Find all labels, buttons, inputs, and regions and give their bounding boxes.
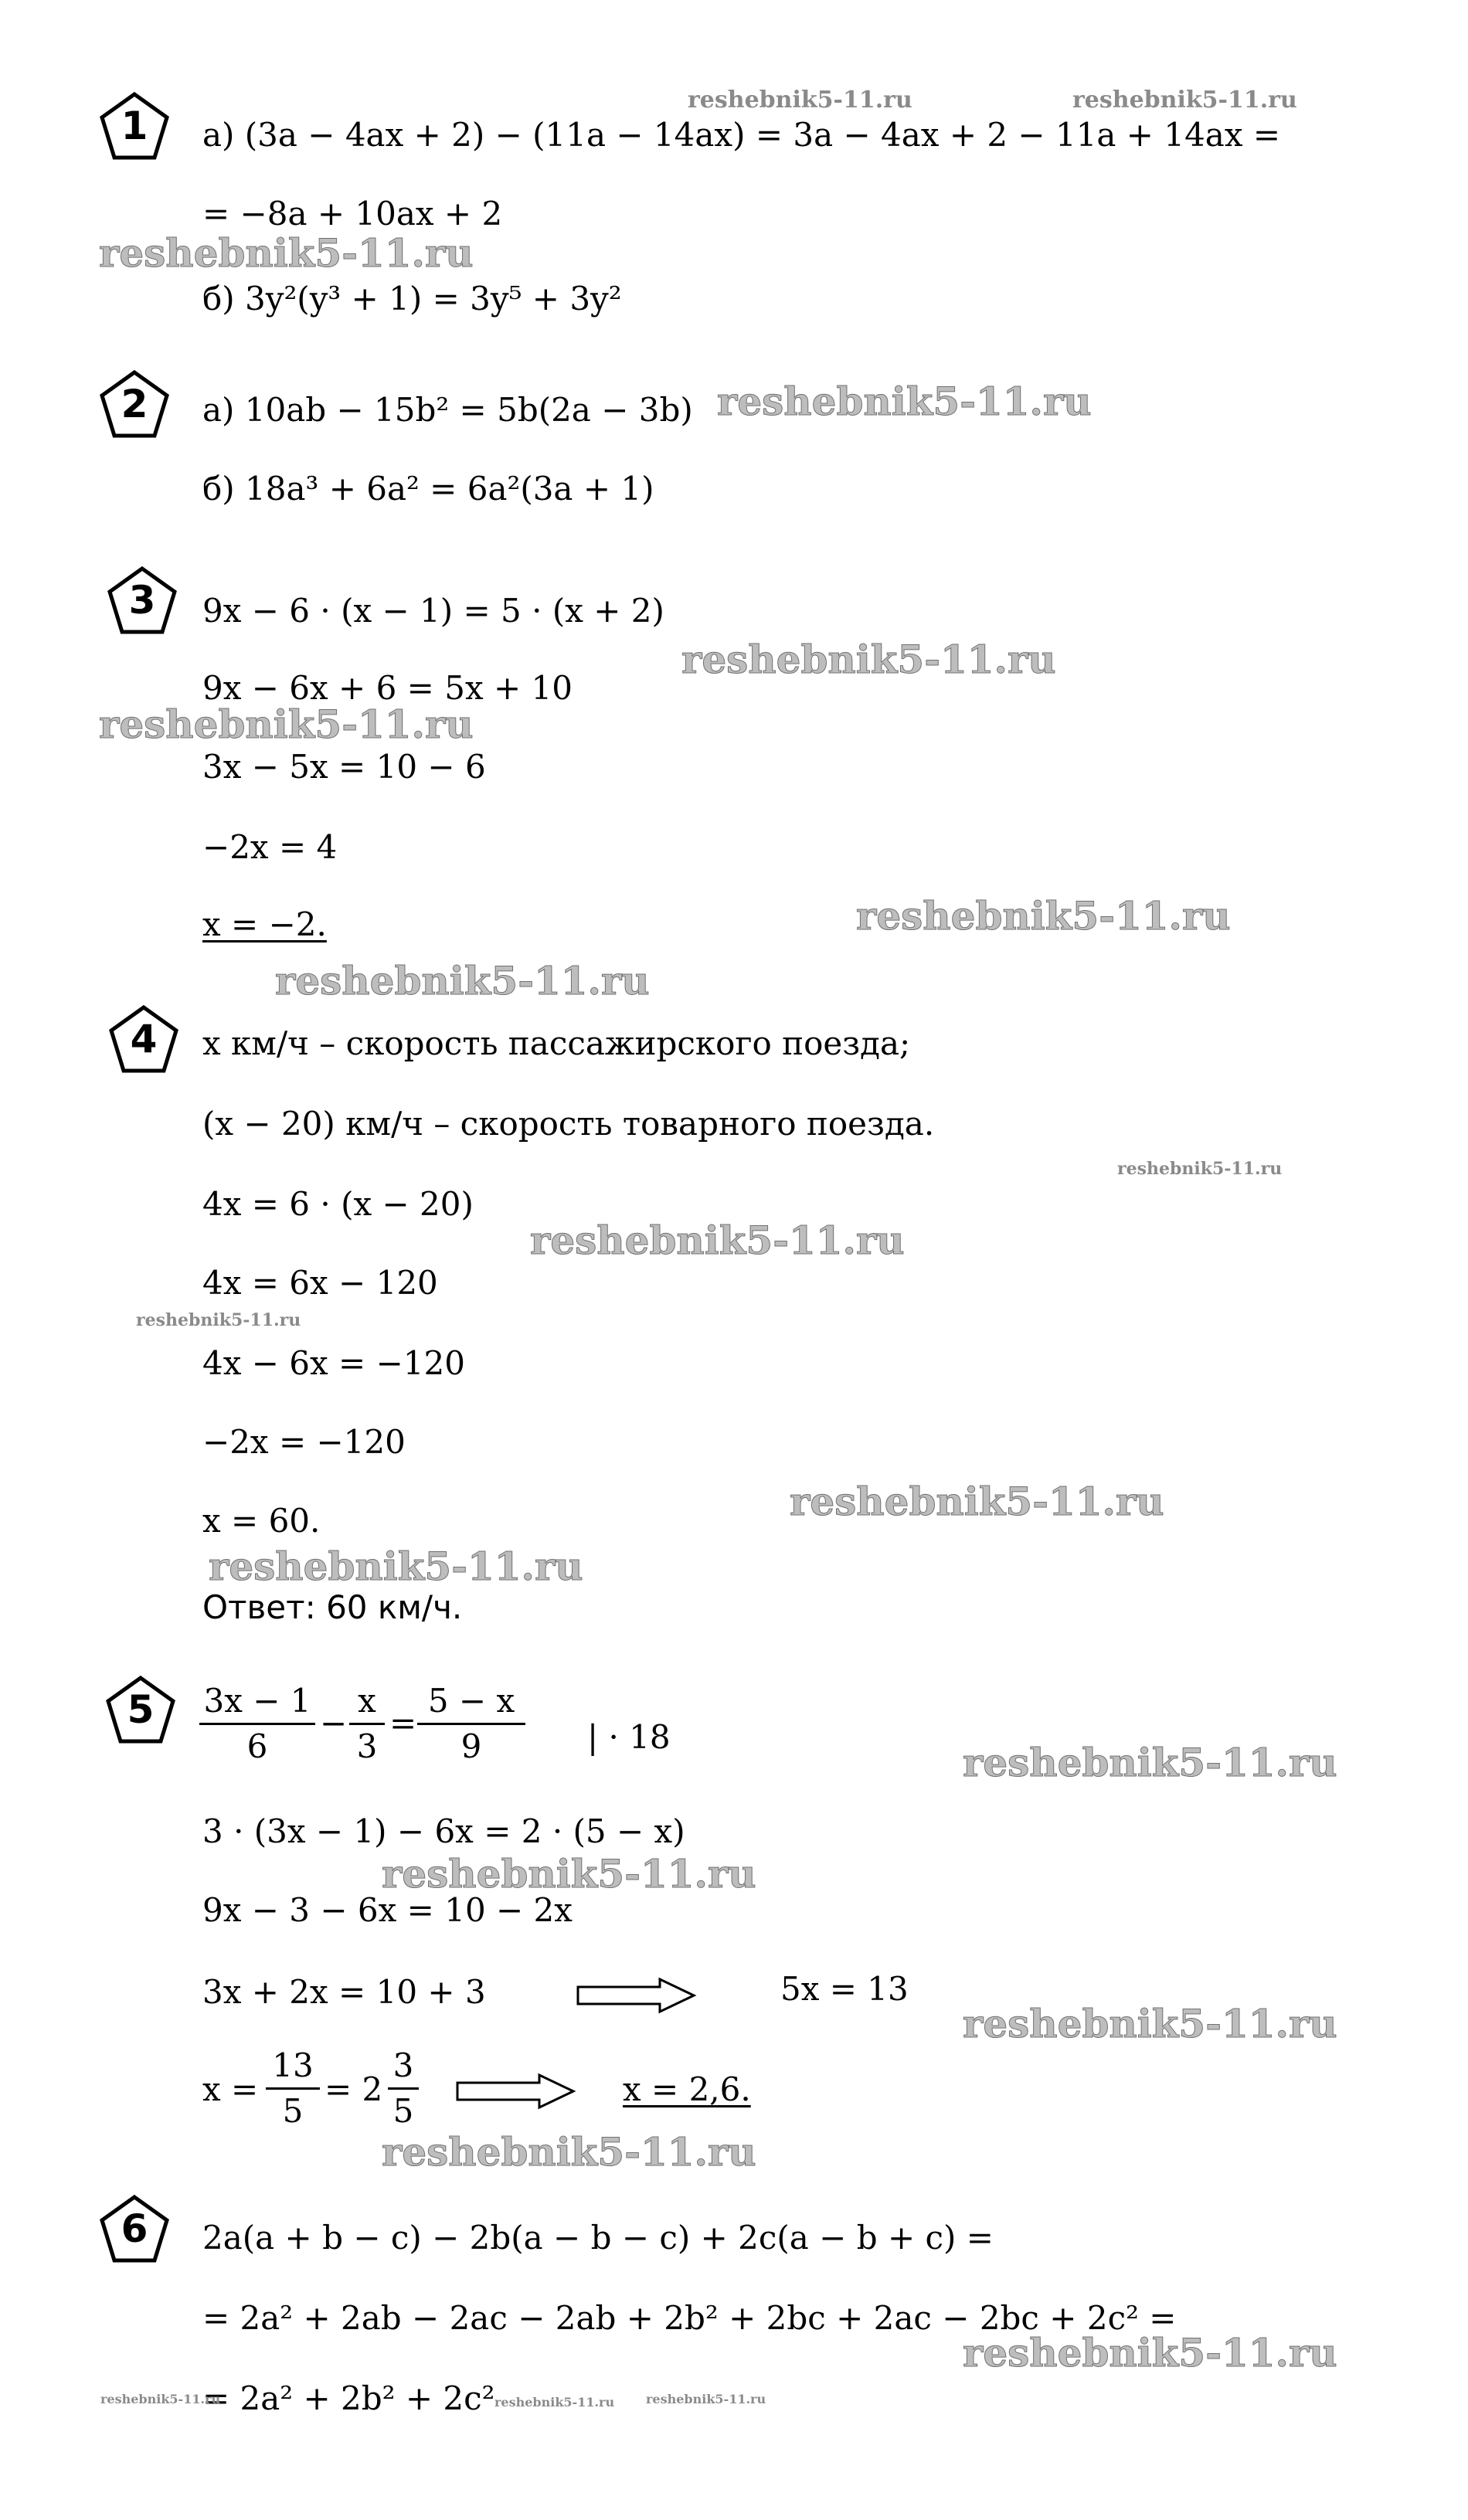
watermark: reshebnik5-11.ru	[494, 2395, 615, 2410]
watermark: reshebnik5-11.ru	[530, 1218, 905, 1263]
problem-6-number: 6	[121, 2206, 148, 2251]
problem-5-badge	[105, 1675, 176, 1744]
fraction-4-num: 13	[272, 2046, 314, 2084]
p5-line-4: 3x + 2x = 10 + 3	[202, 1973, 486, 2011]
problem-4-number: 4	[130, 1017, 158, 1061]
fraction-1-den: 6	[246, 1727, 268, 1765]
p1-line-b: б) 3y²(y³ + 1) = 3y⁵ + 3y²	[202, 280, 622, 318]
fraction-3-den: 9	[460, 1727, 482, 1765]
watermark: reshebnik5-11.ru	[856, 893, 1231, 939]
problem-1-number: 1	[121, 104, 148, 148]
watermark: reshebnik5-11.ru	[1072, 87, 1297, 114]
p1-line-a2: = −8a + 10ax + 2	[202, 195, 503, 233]
p4-line-5: 4x − 6x = −120	[202, 1344, 465, 1382]
problem-5-number: 5	[127, 1687, 155, 1732]
watermark: reshebnik5-11.ru	[717, 379, 1092, 424]
watermark: reshebnik5-11.ru	[688, 87, 912, 114]
watermark: reshebnik5-11.ru	[963, 2001, 1337, 2046]
problem-6-badge	[99, 2194, 170, 2264]
problem-2-badge	[99, 369, 170, 439]
problem-2-number: 2	[121, 382, 148, 426]
p6-line-3: = 2a² + 2b² + 2c²	[202, 2379, 495, 2417]
watermark: reshebnik5-11.ru	[646, 2392, 766, 2406]
p4-line-3: 4x = 6 · (x − 20)	[202, 1185, 474, 1223]
watermark: reshebnik5-11.ru	[100, 2392, 221, 2406]
watermark: reshebnik5-11.ru	[99, 701, 474, 747]
p4-line-4: 4x = 6x − 120	[202, 1264, 438, 1302]
p3-result: x = −2.	[202, 905, 327, 943]
multiplier: | · 18	[587, 1718, 671, 1756]
p4-line-2: (x − 20) км/ч – скорость товарного поезда.	[202, 1105, 935, 1143]
arrow-right-icon	[575, 1976, 698, 2015]
p4-answer: Ответ: 60 км/ч.	[202, 1588, 463, 1626]
fraction-2-num: x	[358, 1682, 376, 1720]
equals-mixed: = 2	[325, 2070, 383, 2108]
fraction-2	[349, 1683, 385, 1765]
fraction-5-den: 5	[392, 2092, 414, 2130]
watermark: reshebnik5-11.ru	[1117, 1159, 1283, 1179]
fraction-5	[388, 2047, 419, 2130]
problem-4-badge	[108, 1004, 179, 1074]
minus-sign: −	[320, 1704, 348, 1742]
problem-3-badge	[107, 565, 178, 635]
watermark: reshebnik5-11.ru	[382, 1851, 756, 1897]
fraction-3	[417, 1683, 525, 1765]
fraction-3-num: 5 − x	[427, 1682, 515, 1720]
p2-line-b: б) 18a³ + 6a² = 6a²(3a + 1)	[202, 470, 654, 508]
p5-line-2: 3 · (3x − 1) − 6x = 2 · (5 − x)	[202, 1812, 685, 1850]
watermark: reshebnik5-11.ru	[963, 2330, 1337, 2376]
p4-line-7: x = 60.	[202, 1502, 321, 1540]
watermark: reshebnik5-11.ru	[99, 230, 474, 276]
p2-line-a: а) 10ab − 15b² = 5b(2a − 3b)	[202, 391, 693, 429]
fraction-4-den: 5	[282, 2092, 304, 2130]
fraction-1	[199, 1683, 315, 1765]
fraction-4	[266, 2047, 320, 2130]
p3-line-2: 9x − 6x + 6 = 5x + 10	[202, 669, 573, 707]
p4-line-1: x км/ч – скорость пассажирского поезда;	[202, 1024, 911, 1062]
watermark: reshebnik5-11.ru	[963, 1740, 1337, 1785]
p3-line-4: −2x = 4	[202, 828, 338, 866]
watermark: reshebnik5-11.ru	[136, 1310, 301, 1330]
p5-line-3: 9x − 3 − 6x = 10 − 2x	[202, 1891, 573, 1929]
p5-result: x = 2,6.	[623, 2070, 751, 2108]
problem-1-badge	[99, 91, 170, 161]
p6-line-2: = 2a² + 2ab − 2ac − 2ab + 2b² + 2bc + 2ac − 2bc + 2c² =	[202, 2299, 1177, 2337]
problem-3-number: 3	[128, 578, 156, 623]
arrow-right-icon	[454, 2072, 578, 2111]
watermark: reshebnik5-11.ru	[209, 1544, 583, 1589]
p3-line-3: 3x − 5x = 10 − 6	[202, 748, 486, 786]
watermark: reshebnik5-11.ru	[790, 1479, 1164, 1524]
watermark: reshebnik5-11.ru	[382, 2129, 756, 2175]
fraction-2-den: 3	[356, 1727, 378, 1765]
x-equals: x =	[202, 2070, 259, 2108]
watermark: reshebnik5-11.ru	[275, 958, 650, 1004]
p3-line-1: 9x − 6 · (x − 1) = 5 · (x + 2)	[202, 592, 664, 630]
fraction-5-num: 3	[392, 2046, 414, 2084]
fraction-1-num: 3x − 1	[203, 1682, 311, 1720]
p5-line-4-result: 5x = 13	[780, 1970, 909, 2008]
p1-line-a: а) (3a − 4ax + 2) − (11a − 14ax) = 3a − 4ax + 2 − 11a + 14ax =	[202, 116, 1281, 154]
p4-line-6: −2x = −120	[202, 1423, 406, 1461]
equals-sign: =	[389, 1704, 417, 1742]
p6-line-1: 2a(a + b − c) − 2b(a − b − c) + 2c(a − b + c) =	[202, 2219, 994, 2257]
watermark: reshebnik5-11.ru	[681, 637, 1056, 682]
